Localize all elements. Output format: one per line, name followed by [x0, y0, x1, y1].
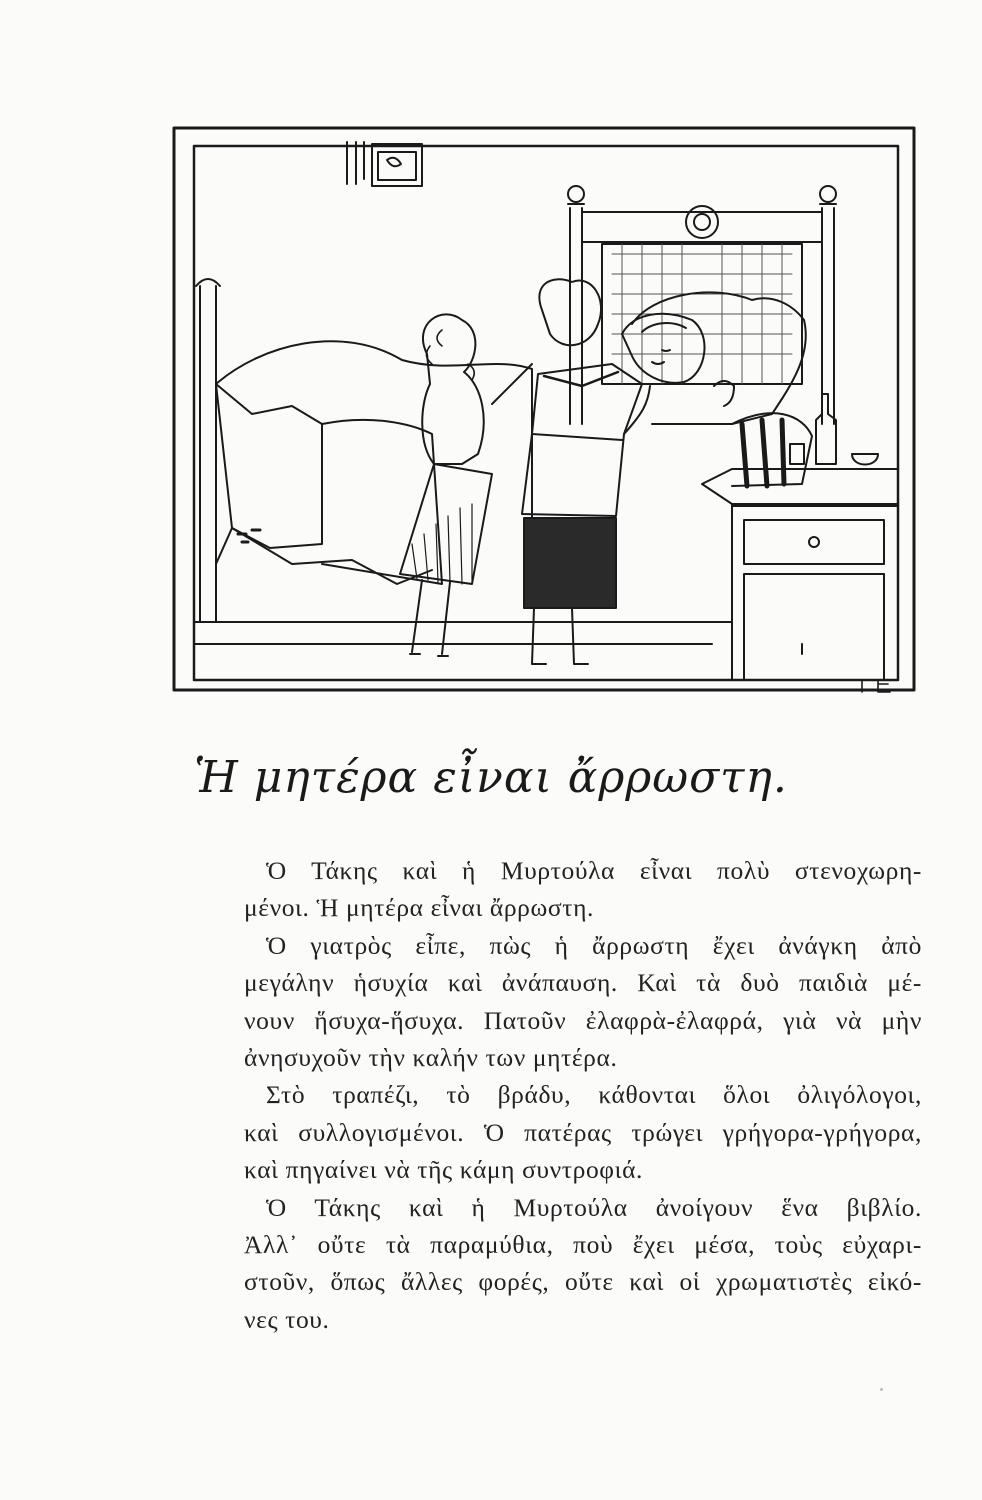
paragraph-4 — [222, 1189, 922, 1339]
text-line: Ἀλλ᾽ οὔτε τὰ παραμύθια, ποὺ ἔχει μέσα, τοὺς εὐχαρι- — [244, 1230, 922, 1260]
text-line: μεγάλην ἡσυχία καὶ ἀνάπαυση. Καὶ τὰ δυὸ παιδιὰ μέ- — [244, 968, 922, 998]
story-text — [222, 852, 922, 1338]
text-line: Ὁ Τάκης καὶ ἡ Μυρτούλα εἶναι πολὺ στενοχωρη- — [266, 856, 922, 885]
text-line: καὶ πηγαίνει νὰ τῆς κάμη συντροφιά. — [244, 1155, 644, 1185]
page-speck — [880, 1388, 883, 1391]
text-line: ἀνησυχοῦν τὴν καλήν των μητέρα. — [244, 1043, 618, 1073]
text-line: νουν ἥσυχα-ἥσυχα. Πατοῦν ἐλαφρὰ-ἐλαφρά, γιὰ νὰ μὴν — [244, 1005, 922, 1035]
paragraph-1 — [222, 852, 922, 927]
text-line: καὶ συλλογισμένοι. Ὁ πατέρας τρώγει γρήγορα-γρήγορα, — [244, 1117, 922, 1147]
text-line: Ὁ Τάκης καὶ ἡ Μυρτούλα ἀνοίγουν ἕνα βιβλίο. — [266, 1192, 922, 1222]
bedroom-illustration — [172, 124, 917, 696]
boy-figure — [522, 279, 650, 664]
text-line: μένοι. Ἡ μητέρα εἶναι ἄρρωστη. — [244, 893, 594, 923]
nightstand — [702, 394, 898, 680]
striped-coverlet — [732, 413, 812, 486]
text-line: νες του. — [244, 1304, 330, 1334]
text-line: Στὸ τραπέζι, τὸ βράδυ, κάθονται ὅλοι ὀλιγόλογοι, — [266, 1080, 922, 1110]
paragraph-3 — [222, 1076, 922, 1188]
text-line: στοῦν, ὅπως ἄλλες φορές, οὔτε καὶ οἱ χρωματιστὲς εἰκό- — [244, 1267, 922, 1297]
paragraph-2 — [222, 927, 922, 1077]
wall-picture — [347, 142, 422, 186]
bed-footboard — [196, 279, 220, 622]
bed-headboard — [568, 186, 836, 424]
mother-in-bed — [622, 292, 806, 424]
blanket — [216, 341, 532, 584]
text-line: Ὁ γιατρὸς εἶπε, πὼς ἡ ἄρρωστη ἔχει ἀνάγκη ἀπὸ — [266, 930, 922, 960]
chapter-title: Ἡ μητέρα εἶναι ἄρρωστη. — [194, 752, 788, 803]
